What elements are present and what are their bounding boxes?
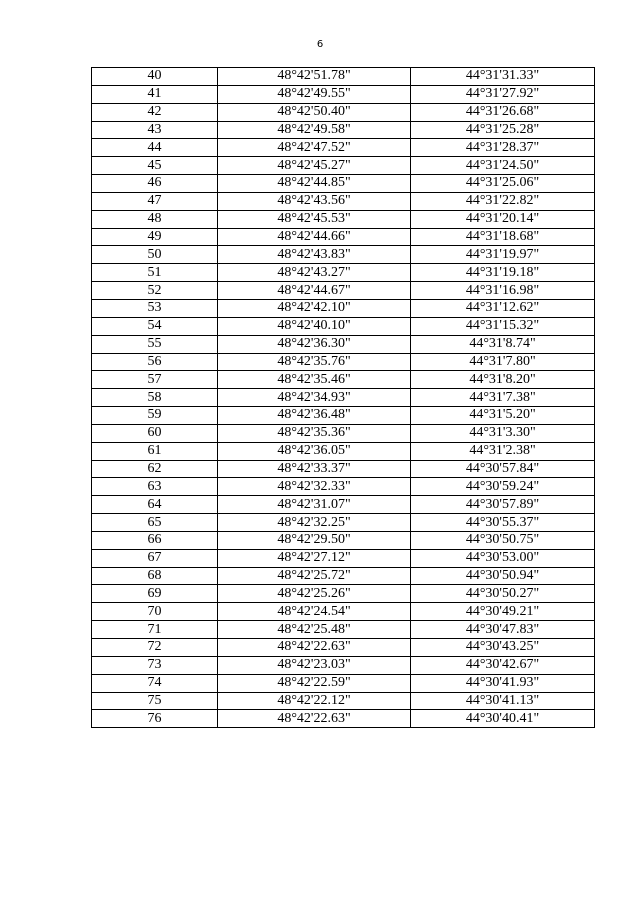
point-number-cell: 54 — [92, 317, 218, 335]
point-number-cell: 73 — [92, 656, 218, 674]
point-number-cell: 56 — [92, 353, 218, 371]
point-number-cell: 41 — [92, 85, 218, 103]
table-row — [92, 210, 595, 228]
longitude-cell: 44°30'57.84" — [411, 460, 595, 478]
table-row — [92, 603, 595, 621]
longitude-cell: 44°31'7.80" — [411, 353, 595, 371]
latitude-cell: 48°42'31.07" — [218, 496, 411, 514]
point-number-cell: 68 — [92, 567, 218, 585]
table-row — [92, 335, 595, 353]
latitude-cell: 48°42'36.05" — [218, 442, 411, 460]
longitude-cell: 44°31'19.97" — [411, 246, 595, 264]
latitude-cell: 48°42'33.37" — [218, 460, 411, 478]
latitude-cell: 48°42'42.10" — [218, 299, 411, 317]
latitude-cell: 48°42'24.54" — [218, 603, 411, 621]
latitude-cell: 48°42'50.40" — [218, 103, 411, 121]
table-row — [92, 407, 595, 425]
longitude-cell: 44°30'53.00" — [411, 549, 595, 567]
latitude-cell: 48°42'40.10" — [218, 317, 411, 335]
latitude-cell: 48°42'44.66" — [218, 228, 411, 246]
latitude-cell: 48°42'25.48" — [218, 621, 411, 639]
point-number-cell: 46 — [92, 175, 218, 193]
longitude-cell: 44°30'40.41" — [411, 710, 595, 728]
table-row — [92, 299, 595, 317]
table-row — [92, 85, 595, 103]
point-number-cell: 44 — [92, 139, 218, 157]
latitude-cell: 48°42'29.50" — [218, 531, 411, 549]
latitude-cell: 48°42'43.83" — [218, 246, 411, 264]
latitude-cell: 48°42'45.53" — [218, 210, 411, 228]
longitude-cell: 44°31'3.30" — [411, 424, 595, 442]
latitude-cell: 48°42'25.26" — [218, 585, 411, 603]
latitude-cell: 48°42'22.12" — [218, 692, 411, 710]
point-number-cell: 70 — [92, 603, 218, 621]
table-row — [92, 103, 595, 121]
point-number-cell: 75 — [92, 692, 218, 710]
point-number-cell: 57 — [92, 371, 218, 389]
page-number: 6 — [316, 39, 324, 50]
latitude-cell: 48°42'22.59" — [218, 674, 411, 692]
table-row — [92, 192, 595, 210]
longitude-cell: 44°30'41.13" — [411, 692, 595, 710]
point-number-cell: 42 — [92, 103, 218, 121]
point-number-cell: 58 — [92, 389, 218, 407]
longitude-cell: 44°30'42.67" — [411, 656, 595, 674]
point-number-cell: 72 — [92, 639, 218, 657]
longitude-cell: 44°31'19.18" — [411, 264, 595, 282]
point-number-cell: 55 — [92, 335, 218, 353]
latitude-cell: 48°42'22.63" — [218, 710, 411, 728]
point-number-cell: 53 — [92, 299, 218, 317]
point-number-cell: 48 — [92, 210, 218, 228]
longitude-cell: 44°31'7.38" — [411, 389, 595, 407]
latitude-cell: 48°42'36.48" — [218, 407, 411, 425]
point-number-cell: 64 — [92, 496, 218, 514]
table-row — [92, 514, 595, 532]
longitude-cell: 44°31'18.68" — [411, 228, 595, 246]
point-number-cell: 66 — [92, 531, 218, 549]
table-row — [92, 282, 595, 300]
latitude-cell: 48°42'27.12" — [218, 549, 411, 567]
longitude-cell: 44°30'47.83" — [411, 621, 595, 639]
longitude-cell: 44°30'49.21" — [411, 603, 595, 621]
latitude-cell: 48°42'51.78" — [218, 68, 411, 86]
point-number-cell: 69 — [92, 585, 218, 603]
longitude-cell: 44°30'55.37" — [411, 514, 595, 532]
point-number-cell: 63 — [92, 478, 218, 496]
table-row — [92, 710, 595, 728]
table-row — [92, 531, 595, 549]
table-row — [92, 585, 595, 603]
latitude-cell: 48°42'34.93" — [218, 389, 411, 407]
longitude-cell: 44°31'16.98" — [411, 282, 595, 300]
point-number-cell: 45 — [92, 157, 218, 175]
latitude-cell: 48°42'23.03" — [218, 656, 411, 674]
table-row — [92, 317, 595, 335]
longitude-cell: 44°30'50.75" — [411, 531, 595, 549]
latitude-cell: 48°42'22.63" — [218, 639, 411, 657]
longitude-cell: 44°31'5.20" — [411, 407, 595, 425]
table-row — [92, 692, 595, 710]
longitude-cell: 44°30'59.24" — [411, 478, 595, 496]
table-row — [92, 478, 595, 496]
latitude-cell: 48°42'45.27" — [218, 157, 411, 175]
table-row — [92, 175, 595, 193]
latitude-cell: 48°42'49.58" — [218, 121, 411, 139]
point-number-cell: 50 — [92, 246, 218, 264]
point-number-cell: 51 — [92, 264, 218, 282]
point-number-cell: 62 — [92, 460, 218, 478]
latitude-cell: 48°42'44.85" — [218, 175, 411, 193]
latitude-cell: 48°42'35.36" — [218, 424, 411, 442]
point-number-cell: 59 — [92, 407, 218, 425]
table-row — [92, 424, 595, 442]
table-row — [92, 68, 595, 86]
table-row — [92, 549, 595, 567]
longitude-cell: 44°30'57.89" — [411, 496, 595, 514]
coordinates-table — [91, 67, 595, 728]
point-number-cell: 71 — [92, 621, 218, 639]
longitude-cell: 44°31'20.14" — [411, 210, 595, 228]
coordinates-table-body — [92, 68, 595, 728]
longitude-cell: 44°30'43.25" — [411, 639, 595, 657]
longitude-cell: 44°31'25.06" — [411, 175, 595, 193]
longitude-cell: 44°30'50.27" — [411, 585, 595, 603]
point-number-cell: 60 — [92, 424, 218, 442]
point-number-cell: 47 — [92, 192, 218, 210]
longitude-cell: 44°31'27.92" — [411, 85, 595, 103]
table-row — [92, 656, 595, 674]
longitude-cell: 44°31'26.68" — [411, 103, 595, 121]
point-number-cell: 52 — [92, 282, 218, 300]
latitude-cell: 48°42'35.46" — [218, 371, 411, 389]
point-number-cell: 65 — [92, 514, 218, 532]
point-number-cell: 76 — [92, 710, 218, 728]
longitude-cell: 44°31'8.74" — [411, 335, 595, 353]
table-row — [92, 567, 595, 585]
point-number-cell: 74 — [92, 674, 218, 692]
latitude-cell: 48°42'32.33" — [218, 478, 411, 496]
table-row — [92, 496, 595, 514]
table-row — [92, 121, 595, 139]
latitude-cell: 48°42'49.55" — [218, 85, 411, 103]
latitude-cell: 48°42'47.52" — [218, 139, 411, 157]
table-row — [92, 371, 595, 389]
point-number-cell: 43 — [92, 121, 218, 139]
table-row — [92, 389, 595, 407]
longitude-cell: 44°31'12.62" — [411, 299, 595, 317]
table-row — [92, 621, 595, 639]
table-row — [92, 264, 595, 282]
latitude-cell: 48°42'43.27" — [218, 264, 411, 282]
longitude-cell: 44°31'8.20" — [411, 371, 595, 389]
latitude-cell: 48°42'35.76" — [218, 353, 411, 371]
longitude-cell: 44°31'22.82" — [411, 192, 595, 210]
point-number-cell: 61 — [92, 442, 218, 460]
longitude-cell: 44°31'2.38" — [411, 442, 595, 460]
table-row — [92, 442, 595, 460]
table-row — [92, 353, 595, 371]
table-row — [92, 157, 595, 175]
longitude-cell: 44°31'15.32" — [411, 317, 595, 335]
table-row — [92, 246, 595, 264]
longitude-cell: 44°31'25.28" — [411, 121, 595, 139]
latitude-cell: 48°42'44.67" — [218, 282, 411, 300]
latitude-cell: 48°42'36.30" — [218, 335, 411, 353]
latitude-cell: 48°42'43.56" — [218, 192, 411, 210]
table-row — [92, 139, 595, 157]
point-number-cell: 49 — [92, 228, 218, 246]
longitude-cell: 44°31'31.33" — [411, 68, 595, 86]
table-row — [92, 460, 595, 478]
table-row — [92, 674, 595, 692]
latitude-cell: 48°42'25.72" — [218, 567, 411, 585]
longitude-cell: 44°31'24.50" — [411, 157, 595, 175]
point-number-cell: 40 — [92, 68, 218, 86]
table-row — [92, 639, 595, 657]
longitude-cell: 44°30'41.93" — [411, 674, 595, 692]
longitude-cell: 44°31'28.37" — [411, 139, 595, 157]
point-number-cell: 67 — [92, 549, 218, 567]
longitude-cell: 44°30'50.94" — [411, 567, 595, 585]
table-row — [92, 228, 595, 246]
latitude-cell: 48°42'32.25" — [218, 514, 411, 532]
